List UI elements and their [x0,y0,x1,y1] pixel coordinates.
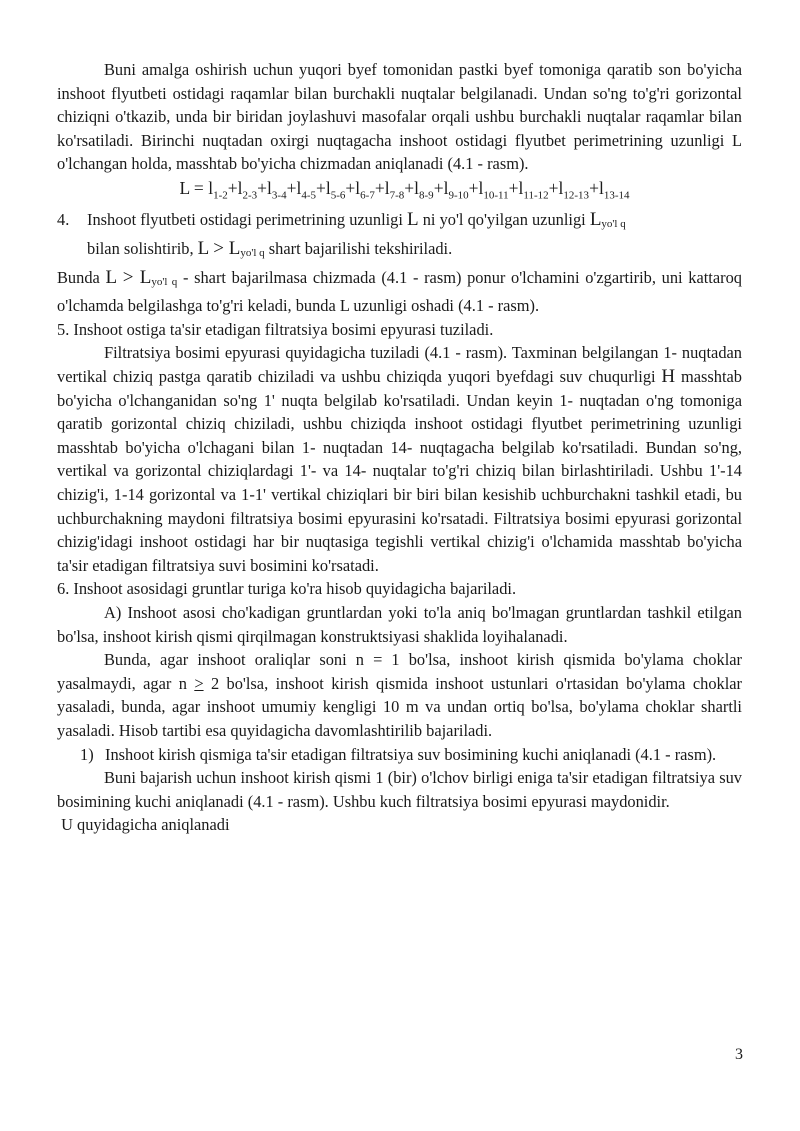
condition: L > L [105,266,152,288]
formula-term: $l_{7-8}$ [384,177,405,202]
formula-subscript: 10-11 [483,189,509,202]
subscript: yo'l q [240,247,265,260]
symbol-L: L [589,209,602,231]
paragraph-bunda-agar [57,648,742,742]
plus-sign: + [548,177,559,198]
text-run: masshtab bo'yicha o'lchanganidan so'ng 1' nuqta belgilab ko'rsatiladi. Undan keyin 1- nuqtadan o'ng tomoniga qaratib gorizontal chiziq chiziladi, ushbu chiziqda inshoot ostidagi flyutbet perimetrining uzunligi masshtab bo'yicha o'lchagani bilan 1- nuqtadan 14- nuqtagacha belgilab ko'rsatiladi. Bundan so'ng, vertikal va gorizontal chiziqlardagi 1'- va 14- nuqtalar to'g'ri chiziq bilan birlashtiriladi. Ushbu 1'-14 chizig'i, 1-14 gorizontal va 1-1' vertikal chiziqlari bir biri bilan kesishib uchburchakni tashkil etadi, bu uchburchakning maydoni filtratsiya bosimi epyurasini ko'rsatadi. Filtratsiya bosimi epyurasi gorizontal chizig'idagi inshoot ostidagi har bir nuqtasiga tegishli vertikal chizig'i o'lchamida masshtab bo'yicha ta'sir etadigan filtratsiya suvi bosimini ko'rsatadi. [57,367,742,575]
plus-sign: + [508,177,519,198]
plus-sign: + [257,177,268,198]
formula-term: $l_{8-9}$ [414,177,434,202]
symbol-L: L [407,209,419,231]
paragraph-bunda [57,266,742,318]
formula-subscript: 1-2 [213,189,228,202]
formula-subscript: 8-9 [419,189,434,202]
formula-subscript: 4-5 [301,189,316,202]
formula-subscript: 6-7 [360,189,375,202]
formula-term: $l_{2-3}$ [237,177,258,202]
paragraph-buni-bajarish: Buni bajarish uchun inshoot kirish qismi 1 (bir) o'lchov birligi eniga ta'sir etadigan filtratsiya suv bosimining kuchi aniqlanadi (4.1 - rasm). Ushbu kuch filtratsiya bosimi epyurasi maydonidir. [57,768,742,811]
formula-terms [208,177,630,202]
subscript: yo'l q [151,275,178,288]
plus-sign: + [316,177,326,198]
formula-term: $l_{11-12}$ [518,177,549,202]
formula-subscript: 7-8 [389,189,405,202]
formula-lhs: L = [179,177,209,198]
list-number: 1) [80,744,94,764]
plus-sign: + [433,177,444,198]
list-item-4 [57,208,742,265]
formula-subscript: 12-13 [563,189,590,202]
subscript: yo'l q [601,218,626,231]
paragraph-A: A) Inshoot asosi cho'kadigan gruntlardan yoki to'la aniq bo'lmagan gruntlardan tashkil etilgan bo'lsa, inshoot kirish qismi qirqilmagan konstruktsiyasi shaklida loyihalanadi. [57,602,742,646]
formula-subscript: 9-10 [448,189,469,202]
page-number: 3 [735,1046,743,1063]
text-run: bilan solishtirib, [87,239,198,259]
list-item-6: 6. Inshoot asosidagi gruntlar turiga ko'ra hisob quyidagicha bajariladi. [57,579,517,599]
sub-list-item-1-text: Inshoot kirish qismiga ta'sir etadigan filtratsiya suv bosimining kuchi aniqlanadi (4.1 - rasm). [105,744,717,764]
plus-sign: + [227,177,238,198]
paragraph-intro: Buni amalga oshirish uchun yuqori byef tomonidan pastki byef tomoniga qaratib son bo'yicha inshoot flyutbeti ostidagi raqamlar bilan burchakli nuqtalar belgilanadi. Undan so'ng to'g'ri gorizontal chiziqni o'tkazib, unda bir biridan joylashuvi masofalar orqali ushbu burchakli nuqtalar raqamlar bilan ko'rsatiladi. Birinchi nuqtadan oxirgi nuqtagacha inshoot ostidagi flyutbet perimetrining uzunligi L o'lchangan holda, masshtab bo'yicha chizmadan aniqlanadi (4.1 - rasm). [57,60,742,174]
list-item-4-body [87,208,742,265]
text-run: - shart bajarilmasa chizmada (4.1 - rasm) ponur o'lchamini o'zgartirib, uni kattaroq o'lchamda belgilashga to'g'ri keladi, bunda L uzunligi oshadi (4.1 - rasm). [57,267,742,316]
formula-subscript: 5-6 [330,189,346,202]
formula-term: $l_{9-10}$ [443,177,469,202]
text-run: Filtratsiya bosimi epyurasi quyidagicha tuziladi (4.1 - rasm). Taxminan belgilangan 1- nuqtadan vertikal chiziq pastga qaratib chiziladi va ushbu chiziqda yuqori byefdagi suv chuqurligi [57,343,742,387]
perimeter-formula [57,176,742,209]
plus-sign: + [589,177,599,198]
formula-term: $l_{3-4}$ [267,177,287,202]
text-run: shart bajarilishi tekshiriladi. [264,239,453,259]
sub-list-item-1 [57,743,742,767]
formula-subscript: 3-4 [271,189,287,202]
text-run: Bunda [57,267,106,287]
formula-term: $l_{4-5}$ [296,177,316,202]
formula-subscript: 2-3 [242,189,258,202]
formula-term: $l_{6-7}$ [355,177,375,202]
plus-sign: + [345,177,356,198]
condition: L > L [197,238,241,260]
greater-equal-sign: > [194,673,204,693]
text-run: 2 bo'lsa, inshoot kirish qismida inshoot ustunlari o'rtasidan bo'ylama choklar yasaladi, bunda, agar inshoot umumiy kengligi 10 m va undan ortiq bo'lsa, bo'ylama choklar shartli yasaladi. Hisob tartibi esa quyidagicha davomlashtirilib bajariladi. [57,673,742,740]
symbol-H: H [661,366,676,388]
list-item-5: 5. Inshoot ostiga ta'sir etadigan filtratsiya bosimi epyurasi tuziladi. [57,319,494,339]
text-run: Bunda, agar inshoot oraliqlar soni n = 1 bo'lsa, inshoot kirish qismida bo'ylama choklar yasalmaydi, agar n [57,650,742,693]
page-content [57,58,742,837]
plus-sign: + [374,177,385,198]
text-run: Inshoot flyutbeti ostidagi perimetrining uzunligi [87,210,408,230]
formula-term: $l_{10-11}$ [478,177,509,202]
paragraph-u-quyidagicha: U quyidagicha aniqlanadi [57,815,230,835]
plus-sign: + [404,177,415,198]
paragraph-epyura [57,341,742,577]
formula-term: $l_{12-13}$ [558,177,590,202]
plus-sign: + [286,177,297,198]
list-number: 4. [57,210,70,230]
formula-term: $l_{13-14}$ [598,177,630,202]
text-run: ni yo'l qo'yilgan uzunligi [418,210,590,230]
plus-sign: + [468,177,479,198]
formula-term: $l_{1-2}$ [208,177,228,202]
formula-subscript: 11-12 [523,189,549,202]
formula-term: $l_{5-6}$ [325,177,346,202]
formula-subscript: 13-14 [603,189,630,202]
